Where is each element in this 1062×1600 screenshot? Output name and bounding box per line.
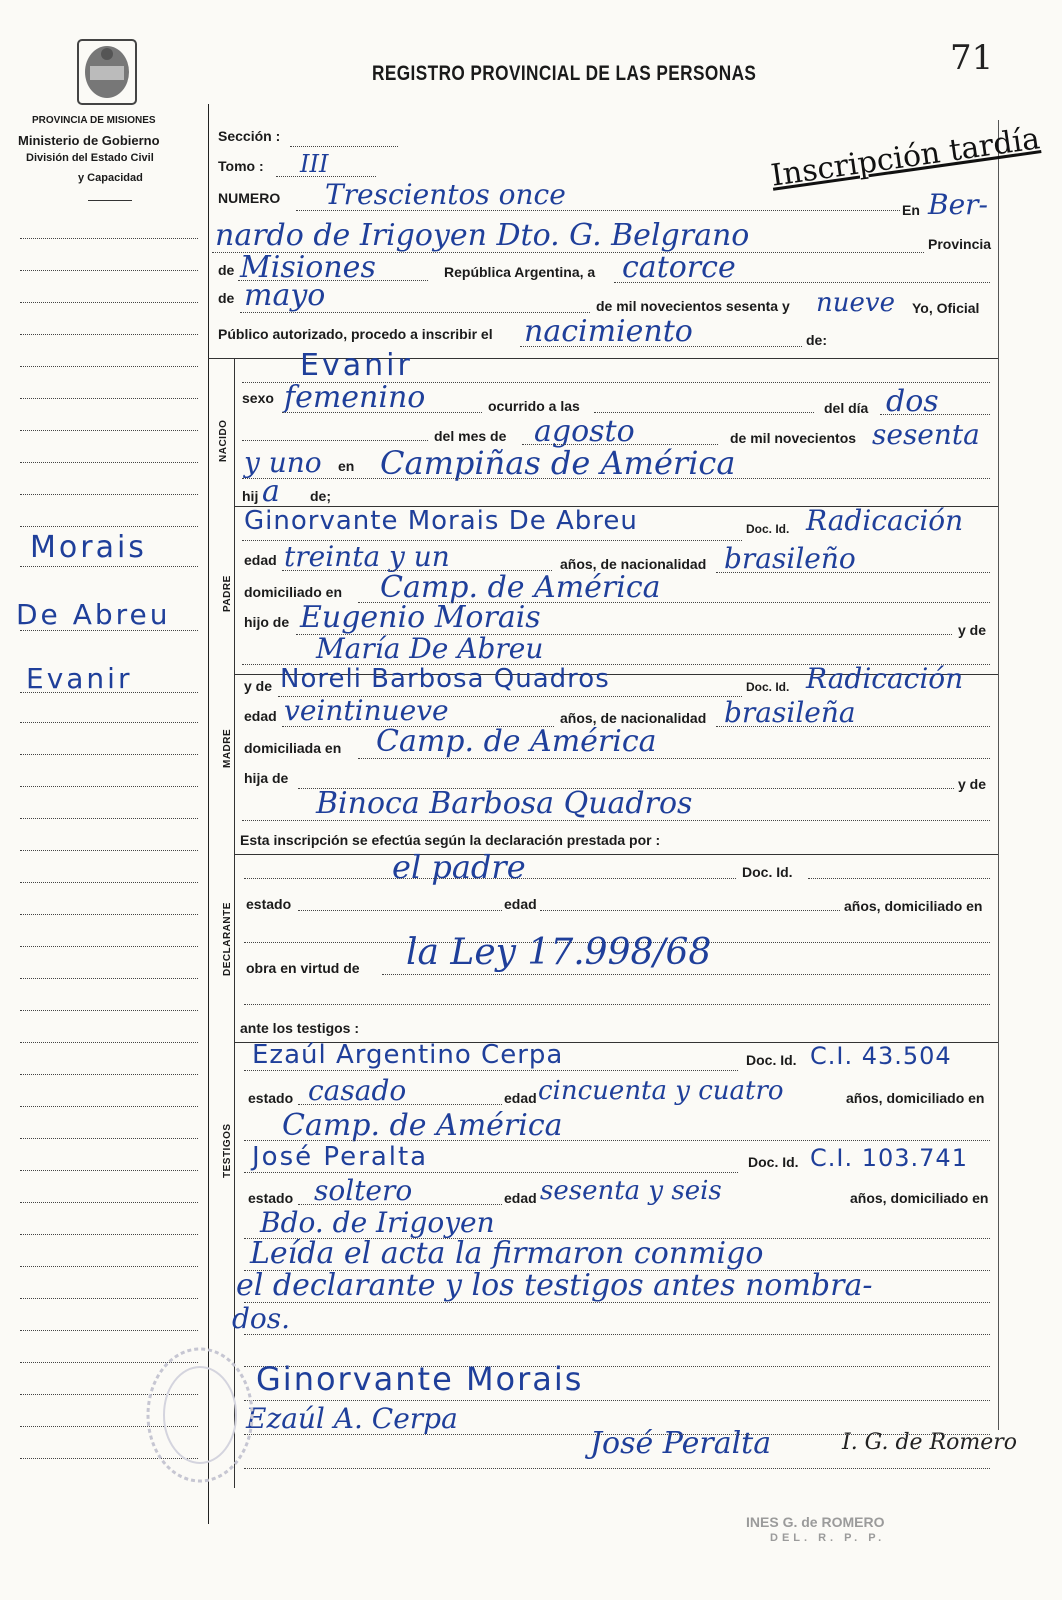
ocurrido-label: ocurrido a las	[488, 398, 580, 414]
signature-witness-1: Ezaúl A. Cerpa	[246, 1402, 458, 1435]
signature-father: Ginorvante Morais	[256, 1360, 584, 1398]
declarante-anos-label: años, domiciliado en	[844, 898, 983, 914]
padre-dom-value: Camp. de América	[380, 570, 661, 605]
testigo2-dom-value: Bdo. de Irigoyen	[260, 1206, 495, 1239]
en-label: En	[902, 202, 920, 218]
del-mes-label: del mes de	[434, 428, 507, 444]
testigo1-edad-value: cincuenta y cuatro	[538, 1076, 784, 1106]
mes-nac-value: agosto	[534, 414, 635, 449]
numero-value: Trescientos once	[325, 178, 566, 211]
late-registration-stamp: Inscripción tardía	[768, 121, 1042, 194]
de-semicolon-label: de;	[310, 488, 331, 504]
provincia-value: Misiones	[240, 250, 376, 285]
tomo-label: Tomo :	[218, 158, 264, 174]
section-padre-label: PADRE	[222, 575, 233, 612]
declarante-estado-label: estado	[246, 896, 292, 912]
signature-witness-2: José Peralta	[590, 1426, 772, 1461]
dia-nac-value: dos	[886, 384, 939, 419]
publico-label: Público autorizado, procedo a inscribir el	[218, 326, 493, 342]
page-title: REGISTRO PROVINCIAL DE LAS PERSONAS	[372, 62, 757, 85]
dia-inscripcion-value: catorce	[622, 250, 736, 285]
nombre-value: Evanir	[300, 348, 413, 383]
testigo2-doc-label: Doc. Id.	[748, 1154, 799, 1170]
closing-line-3: dos.	[232, 1302, 291, 1335]
sexo-label: sexo	[242, 390, 274, 406]
madre-nombre-value: Noreli Barbosa Quadros	[280, 664, 610, 694]
section-declarante-label: DECLARANTE	[222, 902, 233, 976]
padre-nac-label: años, de nacionalidad	[560, 556, 707, 572]
testigo1-value: Ezaúl Argentino Cerpa	[252, 1040, 564, 1070]
provincia-label: Provincia	[928, 236, 992, 252]
abuelo-p-value: Eugenio Morais	[300, 600, 541, 635]
margin-first-name: Evanir	[26, 662, 133, 695]
testigo1-doc-label: Doc. Id.	[746, 1052, 797, 1068]
republica-label: República Argentina, a	[444, 264, 596, 280]
testigo1-estado-value: casado	[308, 1074, 407, 1107]
testigo2-estado-label: estado	[248, 1190, 294, 1206]
section-nacido-label: NACIDO	[218, 419, 229, 462]
yo-oficial-label: Yo, Oficial	[912, 300, 980, 316]
padre-edad-label: edad	[244, 552, 277, 568]
section-testigos-label: TESTIGOS	[222, 1123, 233, 1178]
numero-label: NUMERO	[218, 190, 281, 206]
closing-line-1: Leída el acta la firmaron conmigo	[250, 1236, 764, 1271]
madre-doc-value: Radicación	[806, 662, 964, 695]
testigo2-edad-label: edad	[504, 1190, 537, 1206]
madre-hija-label: hija de	[244, 770, 289, 786]
hij-suffix-value: a	[262, 474, 280, 509]
de-label-2: de	[218, 290, 235, 306]
madre-dom-value: Camp. de América	[376, 724, 657, 759]
division-label: División del Estado Civil	[26, 152, 154, 164]
testigo1-edad-label: edad	[504, 1090, 537, 1106]
page-number: 71	[950, 38, 994, 78]
padre-doc-value: Radicación	[806, 504, 964, 537]
testigo2-edad-value: sesenta y seis	[540, 1176, 722, 1206]
hij-label: hij	[242, 488, 259, 504]
coat-of-arms-seal	[74, 36, 140, 108]
en-lower-label: en	[338, 458, 355, 474]
official-seal	[140, 1340, 260, 1490]
declarante-value: el padre	[392, 848, 526, 886]
en-value: Ber-	[928, 188, 988, 221]
province-label: PROVINCIA DE MISIONES	[32, 115, 156, 126]
mil-novecientos-label: de mil novecientos sesenta y	[596, 298, 790, 314]
margin-surname-1: Morais	[30, 530, 147, 565]
padre-hijo-label: hijo de	[244, 614, 290, 630]
signature-official: I. G. de Romero	[842, 1430, 1018, 1455]
testigo2-value: José Peralta	[252, 1142, 429, 1172]
stamp-official-title: DEL. R. P. P.	[770, 1532, 886, 1544]
acto-value: nacimiento	[524, 314, 693, 349]
de-colon-label: de:	[806, 332, 827, 348]
declarante-doc-label: Doc. Id.	[742, 864, 793, 880]
esta-inscripcion-label: Esta inscripción se efectúa según la declaración prestada por :	[240, 832, 661, 848]
de-label-1: de	[218, 262, 235, 278]
margin-surname-2: De Abreu	[16, 598, 171, 631]
testigo1-estado-label: estado	[248, 1090, 294, 1106]
madre-edad-label: edad	[244, 708, 277, 724]
ministry-label: Ministerio de Gobierno	[18, 133, 160, 148]
madre-edad-value: veintinueve	[284, 694, 449, 727]
mes-inscripcion-value: mayo	[244, 278, 326, 313]
madre-dom-label: domiciliada en	[244, 740, 342, 756]
lugar-nac-value: Campiñas de América	[380, 444, 736, 482]
testigo2-anos-label: años, domiciliado en	[850, 1190, 989, 1206]
madre-nac-value: brasileña	[724, 696, 856, 729]
testigo2-estado-value: soltero	[314, 1174, 413, 1207]
closing-line-2: el declarante y los testigos antes nombra-	[236, 1268, 873, 1303]
testigo1-doc-value: C.I. 43.504	[810, 1042, 952, 1070]
testigo1-anos-label: años, domiciliado en	[846, 1090, 985, 1106]
stamp-official-name: INES G. de ROMERO	[746, 1514, 885, 1530]
obra-label: obra en virtud de	[246, 960, 360, 976]
madre-nac-label: años, de nacionalidad	[560, 710, 707, 726]
ley-value: la Ley 17.998/68	[406, 932, 712, 973]
padre-edad-value: treinta y un	[284, 540, 450, 573]
capacity-label: y Capacidad	[78, 172, 143, 184]
tomo-value: III	[300, 150, 329, 178]
padre-dom-label: domiciliado en	[244, 584, 343, 600]
ante-testigos-label: ante los testigos :	[240, 1020, 360, 1036]
madre-doc-label: Doc. Id.	[746, 680, 790, 694]
de-mil-nov-label: de mil novecientos	[730, 430, 857, 446]
section-madre-label: MADRE	[222, 728, 233, 768]
madre-y-de-label-2: y de	[958, 776, 987, 792]
section-label: Sección :	[218, 128, 281, 144]
sexo-value: femenino	[284, 380, 426, 415]
abuela-p-value: María De Abreu	[316, 632, 544, 665]
lugar-value: nardo de Irigoyen Dto. G. Belgrano	[215, 218, 750, 253]
declarante-edad-label: edad	[504, 896, 537, 912]
testigo2-doc-value: C.I. 103.741	[810, 1144, 968, 1172]
abuela-m-value: Binoca Barbosa Quadros	[316, 786, 693, 821]
anio-value: nueve	[816, 288, 895, 318]
padre-y-de-label: y de	[958, 622, 987, 638]
padre-nombre-value: Ginorvante Morais De Abreu	[244, 506, 638, 536]
madre-y-de-label: y de	[244, 678, 273, 694]
del-dia-label: del día	[824, 400, 869, 416]
testigo1-dom-value: Camp. de América	[282, 1108, 563, 1143]
anio-nac-value-1: sesenta	[872, 418, 980, 451]
anio-nac-value-2: y uno	[244, 446, 322, 479]
padre-nac-value: brasileño	[724, 542, 856, 575]
padre-doc-label: Doc. Id.	[746, 522, 790, 536]
